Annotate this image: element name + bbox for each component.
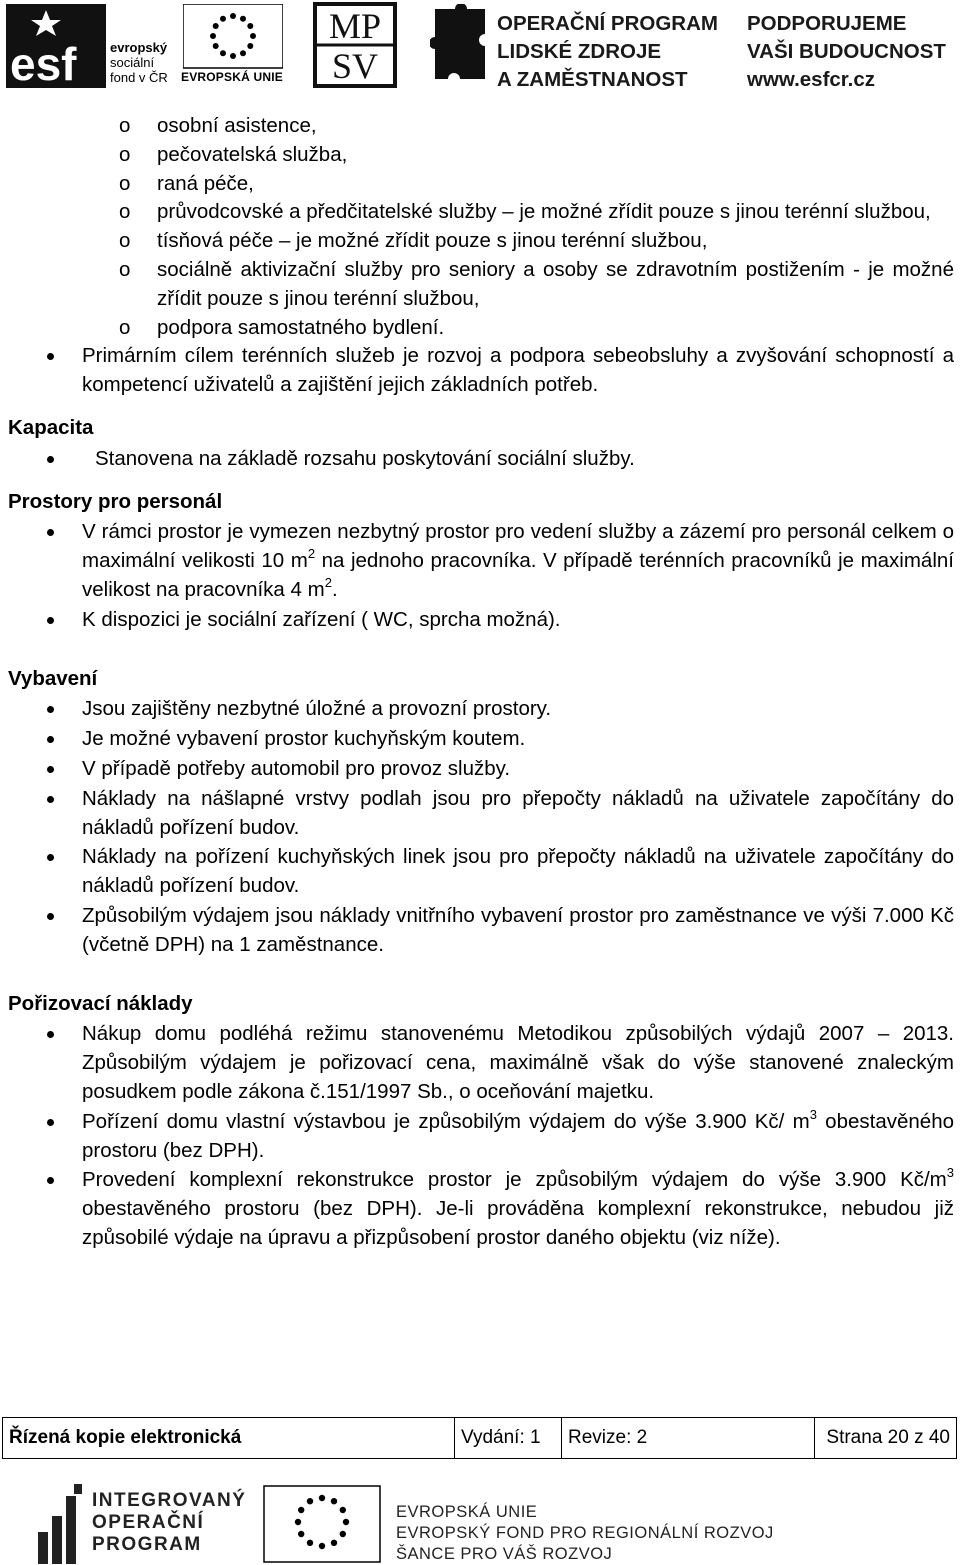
mpsv-logo-top: MP: [328, 6, 382, 46]
text-run: obestavěného prostoru (bez DPH).: [82, 1109, 954, 1162]
erdf-caption: [396, 1502, 774, 1565]
support-line: PODPORUJEME: [747, 12, 907, 35]
footer-issue: Vydání: 1: [455, 1418, 562, 1459]
iop-logo-icon: [38, 1482, 84, 1564]
footer-revision: Revize: 2: [562, 1418, 815, 1459]
list-item: V případě potřeby automobil pro provoz služby.: [82, 755, 954, 784]
text-run: na jednoho pracovníka. V případě terénních pracovníků je maximální velikost na pracovníka 4 m: [82, 549, 954, 601]
list-item: Je možné vybavení prostor kuchyňským koutem.: [82, 725, 954, 754]
list-item: o sociálně aktivizační služby pro seniory a osoby se zdravotním postižením - je možné zřídit pouze s jinou terénní službou,: [157, 256, 954, 314]
mpsv-logo: [313, 2, 397, 88]
document-body: [0, 112, 960, 1254]
op-title-line: A ZAMĚSTNANOST: [497, 68, 688, 91]
header-logos: [0, 0, 960, 92]
superscript: 3: [946, 1165, 954, 1181]
goal-list: [0, 342, 954, 400]
list-item: o raná péče,: [157, 170, 954, 199]
footer-copy: Řízená kopie elektronická: [3, 1418, 455, 1459]
op-title-line: LIDSKÉ ZDROJE: [497, 40, 662, 63]
list-item: o podpora samostatného bydlení.: [157, 314, 954, 343]
heading-vybaveni: Vybavení: [8, 666, 98, 690]
iop-caption: [92, 1490, 246, 1556]
text-run: .: [331, 577, 338, 601]
iop-caption-line: INTEGROVANÝ: [92, 1490, 247, 1511]
support-link[interactable]: www.esfcr.cz: [747, 68, 875, 91]
text-run: Pořízení domu vlastní výstavbou je způsobilým výdajem do výše 3.900 Kč/ m: [82, 1109, 810, 1133]
list-item: K dispozici je sociální zařízení ( WC, sprcha možná).: [82, 606, 954, 635]
table-row: [3, 1418, 957, 1459]
erdf-caption-line: ŠANCE PRO VÁŠ ROZVOJ: [396, 1545, 613, 1563]
esf-logo: [6, 4, 106, 88]
list-item: [82, 1108, 954, 1166]
goal-item: Primárním cílem terénních služeb je rozvoj a podpora sebeobsluhy a zvyšování schopností a kompetencí uživatelů a zajištění jejich základních potřeb.: [82, 342, 954, 400]
list-item: Způsobilým výdajem jsou náklady vnitřního vybavení prostor pro zaměstnance ve výši 7.000 Kč (včetně DPH) na 1 zaměstnance.: [82, 902, 954, 960]
support-slogan: [747, 10, 946, 94]
list-item: [82, 518, 954, 604]
list-item: o pečovatelská služba,: [157, 141, 954, 170]
op-title-line: OPERAČNÍ PROGRAM: [497, 12, 718, 35]
esf-caption-line: evropský: [110, 40, 168, 55]
superscript: 2: [307, 546, 316, 562]
bottom-logos: [0, 1478, 960, 1565]
heading-prostory: Prostory pro personál: [8, 489, 223, 513]
esf-caption-line: fond v ČR: [110, 70, 168, 85]
list-item: Náklady na nášlapné vrstvy podlah jsou pro přepočty nákladů na uživatele započítány do nákladů pořízení budov.: [82, 785, 954, 843]
iop-caption-line: OPERAČNÍ: [92, 1512, 205, 1533]
puzzle-icon: [430, 4, 490, 84]
support-line: VAŠI BUDOUCNOST: [747, 40, 946, 63]
mpsv-logo-bottom: SV: [331, 46, 379, 86]
text-run: V rámci prostor je vymezen nezbytný prostor pro vedení služby a zázemí pro personál celkem o maximální velikosti 10 m: [82, 520, 954, 573]
heading-porizovaci-naklady: Pořizovací náklady: [8, 991, 193, 1015]
list-item: o tísňová péče – je možné zřídit pouze s jinou terénní službou,: [157, 227, 954, 256]
list-item: Náklady na pořízení kuchyňských linek jsou pro přepočty nákladů na uživatele započítány do nákladů pořízení budov.: [82, 843, 954, 901]
esf-caption-line: sociální: [110, 55, 155, 70]
kapacita-list: [0, 445, 954, 474]
vybaveni-list: [0, 695, 954, 959]
footer-table: [2, 1417, 957, 1459]
list-item: [82, 1166, 954, 1252]
eu-flag-icon: [262, 1484, 382, 1564]
superscript: 2: [324, 574, 332, 590]
list-item: o průvodcovské a předčitatelské služby – je možné zřídit pouze s jinou terénní službou,: [157, 198, 954, 227]
eu-caption: EVROPSKÁ UNIE: [181, 70, 283, 84]
porizovaci-list: [0, 1020, 954, 1252]
heading-kapacita: Kapacita: [8, 415, 94, 439]
list-item: Stanovena na základě rozsahu poskytování sociální služby.: [82, 445, 954, 474]
iop-caption-line: PROGRAM: [92, 1534, 202, 1555]
list-item: Jsou zajištěny nezbytné úložné a provozní prostory.: [82, 695, 954, 724]
superscript: 3: [809, 1106, 817, 1122]
list-item: Nákup domu podléhá režimu stanovenému Metodikou způsobilých výdajů 2007 – 2013. Způsobilým výdajem je pořizovací cena, maximálně však do výše stanovené znaleckým posudkem podle zákona č.151/1997 Sb., o oceňování majetku.: [82, 1020, 954, 1106]
esf-logo-text: esf: [10, 38, 77, 88]
service-list: [0, 112, 954, 342]
text-run: Provedení komplexní rekonstrukce prostor je způsobilým výdajem do výše 3.900 Kč/m: [82, 1168, 947, 1192]
prostory-list: [0, 518, 954, 634]
esf-caption: [110, 40, 168, 85]
footer-page: Strana 20 z 40: [815, 1418, 957, 1459]
erdf-caption-line: EVROPSKÁ UNIE: [396, 1503, 538, 1521]
text-run: obestavěného prostoru (bez DPH). Je-li prováděna komplexní rekonstrukce, nebudou již způsobilé výdaje na úpravu a přizpůsobení prostor daného objektu (viz níže).: [82, 1197, 954, 1249]
list-item: o osobní asistence,: [157, 112, 954, 141]
erdf-caption-line: EVROPSKÝ FOND PRO REGIONÁLNÍ ROZVOJ: [396, 1524, 774, 1542]
op-title: [497, 10, 718, 94]
